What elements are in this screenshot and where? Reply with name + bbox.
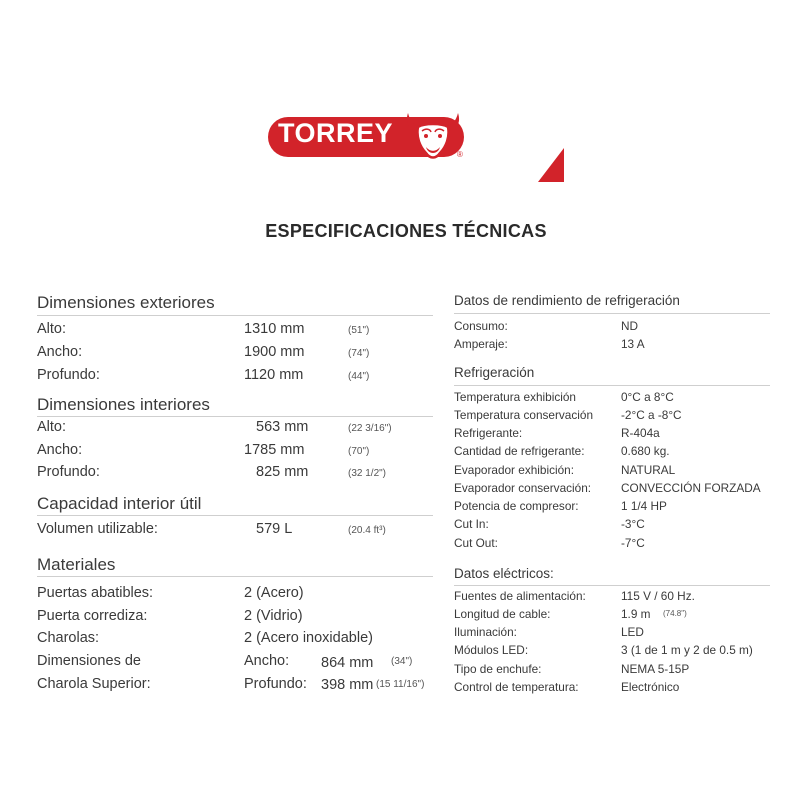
spec-label: Potencia de compresor:	[454, 499, 579, 513]
divider	[37, 576, 433, 577]
spec-sublabel: Profundo:	[244, 676, 307, 692]
spec-unit: (32 1/2")	[348, 468, 387, 479]
spec-label: Ancho:	[37, 442, 83, 458]
spec-label: Módulos LED:	[454, 643, 529, 657]
section-title-dimensiones-exteriores: Dimensiones exteriores	[37, 293, 215, 312]
spec-label: Ancho:	[37, 344, 83, 360]
spec-value: Electrónico	[621, 680, 680, 694]
divider	[454, 585, 770, 586]
spec-value: 825 mm	[256, 464, 309, 480]
page-title: ESPECIFICACIONES TÉCNICAS	[265, 221, 547, 241]
spec-label: Profundo:	[37, 464, 100, 480]
spec-unit: (44")	[348, 371, 370, 382]
spec-label: Tipo de enchufe:	[454, 662, 542, 676]
spec-unit: (51")	[348, 325, 370, 336]
spec-value: 13 A	[621, 337, 645, 351]
section-title-capacidad: Capacidad interior útil	[37, 494, 202, 513]
spec-value: NEMA 5-15P	[621, 662, 690, 676]
spec-label: Cut In:	[454, 517, 489, 531]
spec-unit: (15 11/16")	[376, 679, 425, 690]
spec-value: 0°C a 8°C	[621, 390, 674, 404]
spec-label: Evaporador conservación:	[454, 481, 592, 495]
spec-value: -2°C a -8°C	[621, 408, 682, 422]
spec-value: 398 mm	[321, 677, 374, 693]
spec-value: 864 mm	[321, 655, 374, 671]
spec-value: 1900 mm	[244, 344, 305, 360]
spec-value: R-404a	[621, 426, 660, 440]
spec-value: 0.680 kg.	[621, 444, 670, 458]
spec-value: NATURAL	[621, 463, 676, 477]
spec-unit: (34")	[391, 656, 413, 667]
divider	[454, 385, 770, 386]
spec-value: 1.9 m	[621, 607, 651, 621]
spec-value: 115 V / 60 Hz.	[621, 589, 695, 603]
spec-value: -3°C	[621, 517, 645, 531]
spec-label: Alto:	[37, 321, 67, 337]
divider	[37, 515, 433, 516]
spec-value: 2 (Acero inoxidable)	[244, 630, 373, 646]
spec-label: Fuentes de alimentación:	[454, 589, 586, 603]
brand-logo-text: TORREY	[278, 118, 394, 148]
spec-label: Puertas abatibles:	[37, 585, 154, 601]
spec-value: CONVECCIÓN FORZADA	[621, 481, 761, 495]
section-title-materiales: Materiales	[37, 555, 116, 574]
spec-label: Refrigerante:	[454, 426, 523, 440]
spec-label: Alto:	[37, 419, 67, 435]
registered-mark: ®	[457, 150, 463, 159]
spec-label: Cut Out:	[454, 536, 498, 550]
spec-value: 1120 mm	[244, 367, 304, 383]
spec-value: LED	[621, 625, 644, 639]
spec-value: ND	[621, 319, 639, 333]
spec-label: Consumo:	[454, 319, 508, 333]
divider	[454, 313, 770, 314]
spec-label: Iluminación:	[454, 625, 517, 639]
spec-sublabel: Ancho:	[244, 653, 290, 669]
spec-value: 1785 mm	[244, 442, 305, 458]
spec-label: Dimensiones de	[37, 653, 141, 669]
spec-label: Evaporador exhibición:	[454, 463, 575, 477]
spec-value: 3 (1 de 1 m y 2 de 0.5 m)	[621, 643, 753, 657]
spec-unit: (22 3/16")	[348, 423, 392, 434]
corner-triangle-decoration	[538, 148, 566, 182]
spec-unit: (74")	[348, 348, 370, 359]
spec-value: 1310 mm	[244, 321, 305, 337]
spec-label: Charolas:	[37, 630, 100, 646]
spec-label: Longitud de cable:	[454, 607, 551, 621]
spec-label: Cantidad de refrigerante:	[454, 444, 585, 458]
spec-label: Temperatura exhibición	[454, 390, 576, 404]
spec-label: Control de temperatura:	[454, 680, 579, 694]
section-title-rendimiento: Datos de rendimiento de refrigeración	[454, 293, 680, 308]
spec-value: 579 L	[256, 521, 293, 537]
spec-unit: (74.8")	[663, 609, 687, 618]
spec-label: Profundo:	[37, 367, 100, 383]
spec-label: Amperaje:	[454, 337, 508, 351]
spec-value: 1 1/4 HP	[621, 499, 667, 513]
spec-value: 563 mm	[256, 419, 309, 435]
section-title-refrigeracion: Refrigeración	[454, 365, 535, 380]
spec-value: -7°C	[621, 536, 645, 550]
spec-label: Temperatura conservación	[454, 408, 594, 422]
spec-unit: (20.4 ft³)	[348, 525, 386, 536]
section-title-dimensiones-interiores: Dimensiones interiores	[37, 395, 210, 414]
section-title-electricos: Datos eléctricos:	[454, 566, 554, 581]
divider	[37, 315, 433, 316]
spec-unit: (70")	[348, 446, 370, 457]
spec-label: Volumen utilizable:	[37, 521, 158, 537]
spec-label: Charola Superior:	[37, 676, 151, 692]
spec-label: Puerta corrediza:	[37, 608, 148, 624]
spec-value: 2 (Acero)	[244, 585, 304, 601]
spec-value: 2 (Vidrio)	[244, 608, 303, 624]
divider	[37, 416, 433, 417]
